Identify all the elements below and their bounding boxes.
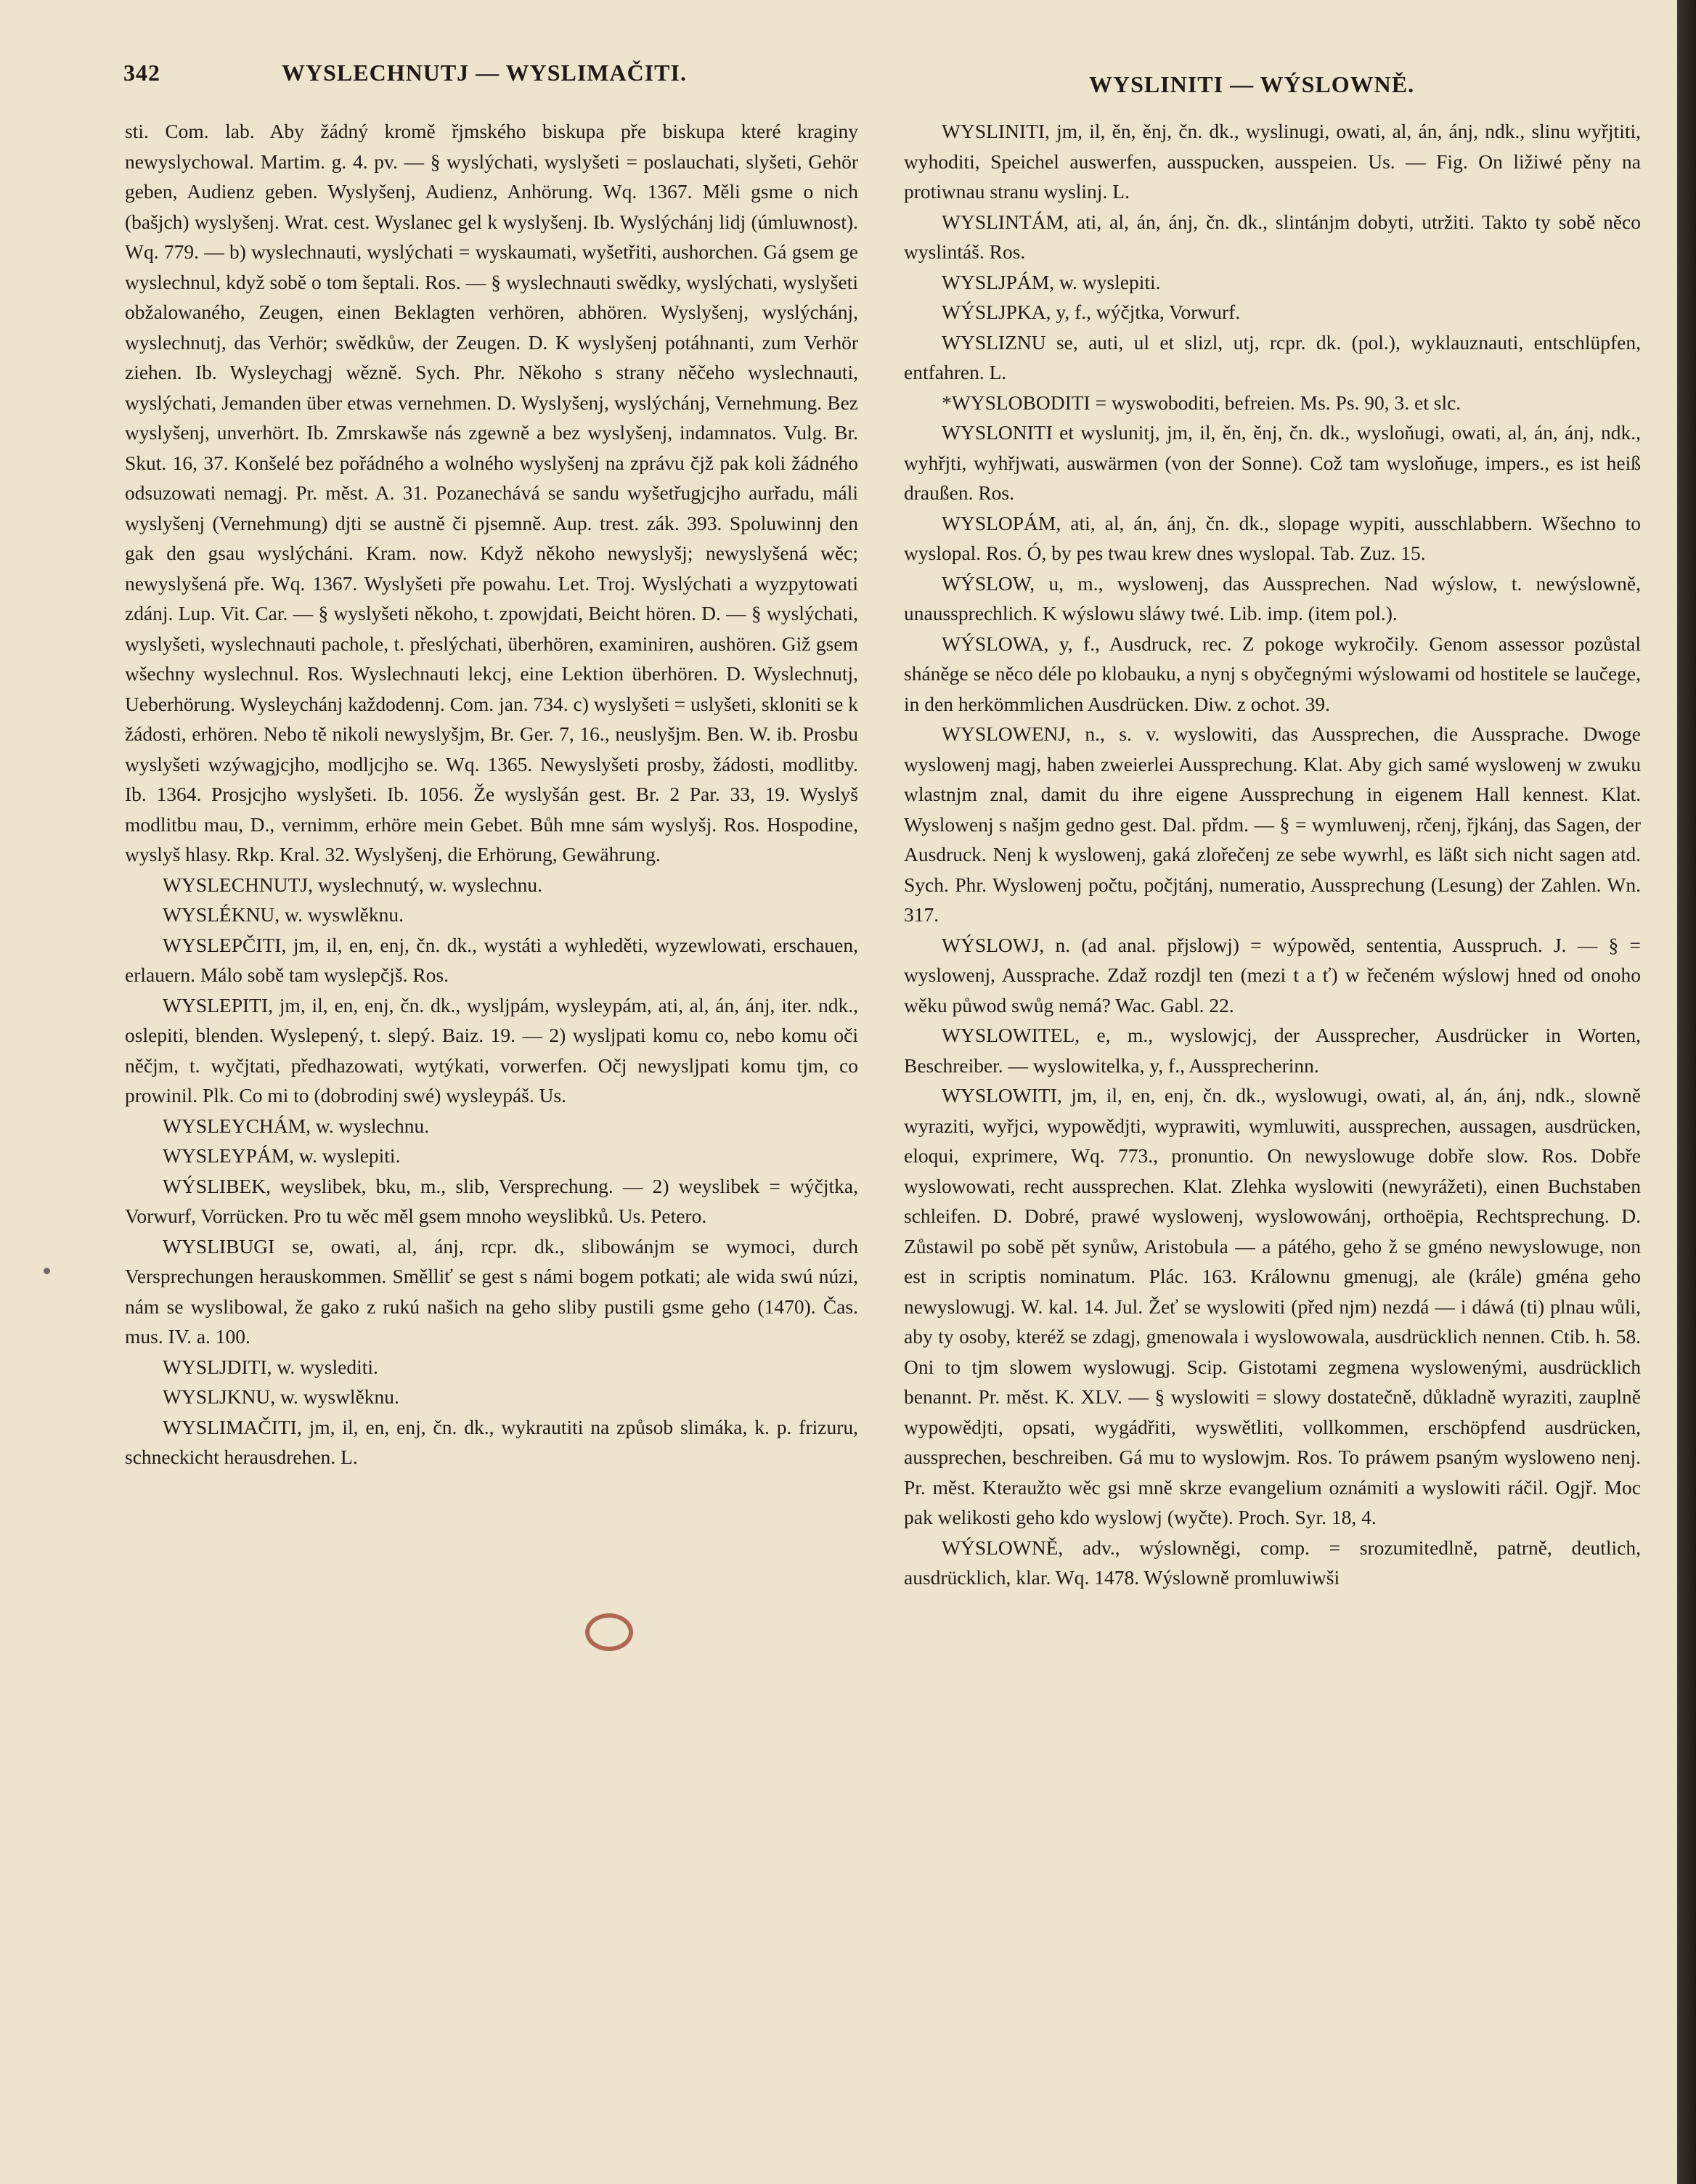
entry-wyslibugi: WYSLIBUGI se, owati, al, ánj, rcpr. dk., slibowánjm se wymoci, durch Versprechungen herauskommen. Smělliť se gest s námi bogem potkati; ale wida swú núzi, nám se wyslibowal, že gako z rukú našich na geho sliby pustili gsme geho (1470). Čas. mus. IV. a. 100. [125, 1234, 858, 1348]
entry-wyslopam: WYSLOPÁM, ati, al, án, ánj, čn. dk., slopage wypiti, ausschlabbern. Wšechno to wyslopal. Ros. Ó, by pes twau krew dnes wyslopal. Tab. Zuz. 15. [904, 511, 1641, 564]
right-column [904, 116, 1641, 2164]
entry-wyslibek: WÝSLIBEK, weyslibek, bku, m., slib, Versprechung. — 2) weyslibek = wýčjtka, Vorwurf, Vorrücken. Pro tu wěc měl gsem mnoho weyslibků. Us. Petero. [125, 1174, 858, 1227]
entry-wyslintam: WYSLINTÁM, ati, al, án, ánj, čn. dk., slintánjm dobyti, utržiti. Takto ty sobě něco wyslintáš. Ros. [904, 210, 1641, 263]
entry-wyslepciti: WYSLEPČITI, jm, il, en, enj, čn. dk., wystáti a wyhleděti, wyzewlowati, erschauen, erlauern. Málo sobě tam wyslepčjš. Ros. [125, 933, 858, 986]
entry-wysleknu: WYSLÉKNU, w. wyswlěknu. [163, 903, 404, 926]
entry-wyslepiti: WYSLEPITI, jm, il, en, enj, čn. dk., wysljpám, wysleypám, ati, al, án, ánj, iter. ndk., oslepiti, blenden. Wyslepený, t. slepý. Baiz. 19. — 2) wysljpati komu co, nebo komu oči něčjm, t. wyčjtati, předhazowati, wytýkati, vorwerfen. Očj newysljpati komu tjm, co prowinil. Plk. Co mi to (dobrodinj swé) wysleypáš. Us. [125, 993, 858, 1107]
entry-wysloboditi: *WYSLOBODITI = wyswoboditi, befreien. Ms. Ps. 90, 3. et slc. [942, 391, 1461, 414]
entry-wyslimaciti: WYSLIMAČITI, jm, il, en, enj, čn. dk., wykrautiti na způsob slimáka, k. p. frizuru, schneckicht herausdrehen. L. [125, 1415, 858, 1468]
page-number: 342 [123, 60, 160, 86]
entry-wysliniti: WYSLINITI, jm, il, ěn, ěnj, čn. dk., wyslinugi, owati, al, án, ánj, ndk., slinu wyřjtiti, wyhoditi, Speichel auswerfen, ausspucken, ausspeien. Us. — Fig. On ližiwé pěny na protiwnau stranu wyslinj. L. [904, 120, 1641, 203]
left-column [125, 116, 858, 2164]
entry-wysliznu: WYSLIZNU se, auti, ul et slizl, utj, rcpr. dk. (pol.), wyklauznauti, entschlüpfen, entfahren. L. [904, 330, 1641, 383]
entry-wysleypam: WYSLEYPÁM, w. wyslepiti. [163, 1144, 401, 1167]
entry-continuation: sti. Com. lab. Aby žádný kromě řjmského biskupa pře biskupa které kraginy newyslychowal. Martim. g. 4. pv. — § wyslýchati, wyslyšeti = poslauchati, slyšeti, Gehör geben, Audienz geben. Wyslyšenj, Audienz, Anhörung. Wq. 1367. Měli gsme o nich (bašjch) wyslyšenj. Wrat. cest. Wyslanec gel k wyslyšenj. Ib. Wyslýchánj lidj (úmluwnost). Wq. 779. — b) wyslechnauti, wyslýchati = wyskaumati, wyšetřiti, aushorchen. Gá gsem ge wyslechnul, když sobě o tom šeptali. Ros. — § wyslechnauti swědky, wyslýchati, wyslyšeti obžalowaného, Zeugen, einen Beklagten verhören, abhören. Wyslyšenj, wyslýchánj, wyslechnutj, das Verhör; swědkůw, der Zeugen. D. K wyslyšenj potáhnanti, zum Verhör ziehen. Ib. Wysleychagj wězně. Sych. Phr. Někoho s strany něčeho wyslechnauti, wyslýchati, Jemanden über etwas vernehmen. D. Wyslyšenj, wyslýchánj, Vernehmung. Bez wyslyšenj, unverhört. Ib. Zmrskawše nás zgewně a bez wyslyšenj, indamnatos. Vulg. Br. Skut. 16, 37. Konšelé bez pořádného a wolného wyslyšenj na zprávu čjž pak koli žádného odsuzowati nemagj. Pr. měst. A. 31. Pozanechává se sandu wyšetřugjcjho aurřadu, máli wyslyšenj (Vernehmung) djti se austně či pjsemně. Aup. trest. zák. 393. Spoluwinnj den gak den gsau wyslýcháni. Kram. now. Když někoho newyslyšj; newyslyšená wěc; newyslyšená pře. Wq. 1367. Wyslyšeti pře powahu. Let. Troj. Wyslýchati a wyzpytowati zdánj. Lup. Vit. Car. — § wyslyšeti někoho, t. zpowjdati, Beicht hören. D. — § wyslýchati, wyslyšeti, wyslechnauti pachole, t. přeslýchati, überhören, examiniren, aushören. Giž gsem wšechny wyslechnul. Ros. Wyslechnauti lekcj, eine Lektion überhören. D. Wyslechnutj, Ueberhörung. Wysleychánj každodennj. Com. jan. 734. c) wyslyšeti = uslyšeti, skloniti se k žádosti, erhören. Nebo tě nikoli newyslyšjm, Br. Ger. 7, 16., neuslyšjm. Ben. W. ib. Prosbu wyslyšeti wzýwagjcjho, modljcjho se. Wq. 1365. Newyslyšeti prosby, žádosti, modlitby. Ib. 1364. Prosjcjho wyslyšeti. Ib. 1056. Že wyslyšán gest. Br. 2 Par. 33, 19. Wyslyš modlitbu mau, D., vernimm, erhöre mein Gebet. Bůh mne sám wyslyšj. Ros. Hospodine, wyslyš hlasy. Rkp. Kral. 32. Wyslyšenj, die Erhörung, Gewährung. [125, 120, 858, 865]
entry-wysljditi: WYSLJDITI, w. wyslediti. [163, 1355, 378, 1378]
margin-dot-mark [44, 1268, 50, 1274]
entry-wyslowne: WÝSLOWNĚ, adv., wýslowněgi, comp. = srozumitedlně, patrně, deutlich, ausdrücklich, klar. Wq. 1478. Wýslowně promluwiwši [904, 1536, 1641, 1589]
ink-blot-mark [585, 1613, 633, 1651]
entry-wyslowiti: WYSLOWITI, jm, il, en, enj, čn. dk., wyslowugi, owati, al, án, ánj, ndk., slowně wyraziti, wyřjci, wypowědjti, wyprawiti, wymluwiti, aussprechen, aussagen, ausdrücken, eloqui, exprimere, Wq. 773., pronuntio. On newyslowuge dobře slow. Ros. Dobře wyslowowati, recht aussprechen. Klat. Zlehka wyslowiti (newyrážeti), einen Buchstaben schleifen. D. Dobré, prawé wyslowenj, wyslowowánj, orthoëpia, Rechtsprechung. D. Zůstawil po sobě pět synůw, Aristobula — a pátého, geho ž se gméno newyslowuge, non est in scriptis nominatum. Plác. 163. Králownu gmenugj, ale (krále) gména geho newyslowugj. W. kal. 14. Jul. Žeť se wyslowiti (před njm) nezdá — i dáwá (ti) plnau wůli, aby ty osoby, kteréž se zdagj, gmenowala i wyslowowala, ausdrücklich nennen. Ctib. h. 58. Oni to tjm slowem wyslowugj. Scip. Gistotami zegmena wyslowenými, ausdrücklich benannt. Pr. měst. K. XLV. — § wyslowiti = slowy dostatečně, důkladně wyraziti, zauplně wypowědjti, opsati, wygádřiti, wyswětliti, vollkommen, erschöpfend ausdrücken, aussprechen, beschreiben. Gá mu to wyslowjm. Ros. To práwem psaným wysloweno nenj. Pr. měst. Kteraužto wěc gsi mně skrze evangelium oznámiti a wyslowiti ráčil. Ogjř. Moc pak welikosti geho kdo wyslowj (wyčte). Proch. Syr. 18, 4. [904, 1084, 1641, 1528]
entry-wysloniti: WYSLONITI et wyslunitj, jm, il, ěn, ěnj, čn. dk., wysloňugi, owati, al, án, ánj, ndk., wyhřjti, wyhřjwati, auswärmen (von der Sonne). Což tam wysloňuge, impers., es ist heiß draußen. Ros. [904, 421, 1641, 504]
entry-wysleycham: WYSLEYCHÁM, w. wyslechnu. [163, 1114, 430, 1137]
entry-wyslow: WÝSLOW, u, m., wyslowenj, das Aussprechen. Nad wýslow, t. newýslowně, unaussprechlich. K wýslowu sláwy twé. Lib. imp. (item pol.). [904, 571, 1641, 624]
entry-wyslowa: WÝSLOWA, y, f., Ausdruck, rec. Z pokoge wykročily. Genom assessor pozůstal sháněge se něco déle po klobauku, a nynj s obyčegnými wýslowami od hostitele se laučege, in den herkömmlichen Ausdrücken. Diw. z ochot. 39. [904, 632, 1641, 715]
entry-wysljpam: WYSLJPÁM, w. wyslepiti. [942, 270, 1161, 293]
entry-wysljknu: WYSLJKNU, w. wyswlěknu. [163, 1385, 399, 1408]
entry-wyslowj: WÝSLOWJ, n. (ad anal. přjslowj) = wýpowěd, sententia, Ausspruch. J. — § = wyslowenj, Aussprache. Zdaž rozdjl ten (mezi t a ť) w řečeném wýslowj hned od onoho wěku půwod swůg nemá? Wac. Gabl. 22. [904, 933, 1641, 1016]
entry-wysljpka: WÝSLJPKA, y, f., wýčjtka, Vorwurf. [942, 301, 1241, 323]
running-header-left: WYSLECHNUTJ — WYSLIMAČITI. [282, 60, 687, 86]
entry-wyslowitel: WYSLOWITEL, e, m., wyslowjcj, der Aussprecher, Ausdrücker in Worten, Beschreiber. — wyslowitelka, y, f., Aussprecherinn. [904, 1024, 1641, 1077]
entry-wyslowenj: WYSLOWENJ, n., s. v. wyslowiti, das Aussprechen, die Aussprache. Dwoge wyslowenj magj, haben zweierlei Aussprechung. Klat. Aby gich samé wyslowenj w zwuku wlastnjm znal, damit du ihre eigene Aussprechung in eigenem Hall kennest. Klat. Wyslowenj s našjm gedno gest. Dal. přdm. — § = wymluwenj, rčenj, řjkánj, das Sagen, der Ausdruck. Nenj k wyslowenj, gaká zlořečenj ze sebe wywrhl, es läßt sich nicht sagen atd. Sych. Phr. Wyslowenj počtu, počjtánj, numeratio, Aussprechung (Lesung) der Zahlen. Wn. 317. [904, 722, 1641, 926]
entry-wyslechnutj: WYSLECHNUTJ, wyslechnutý, w. wyslechnu. [163, 873, 542, 896]
book-spine-edge [1677, 0, 1696, 2184]
running-header-right: WYSLINITI — WÝSLOWNĚ. [1089, 71, 1415, 97]
